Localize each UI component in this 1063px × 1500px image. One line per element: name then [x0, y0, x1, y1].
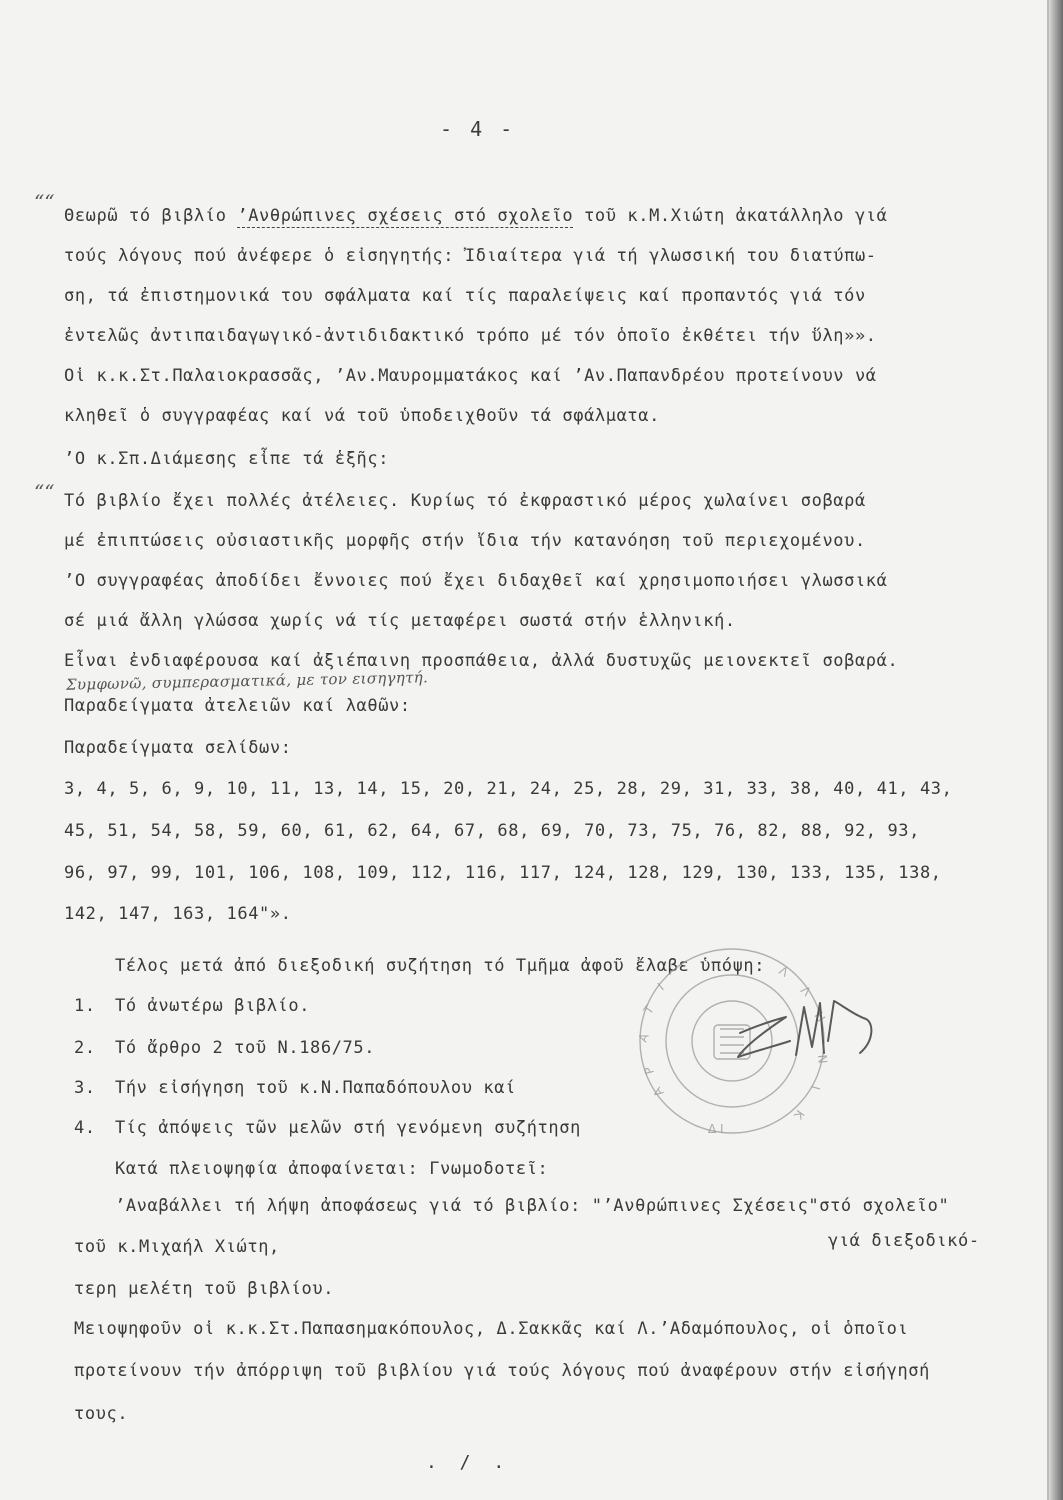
list-item-number: 1. — [74, 996, 96, 1016]
text-line: ’Ο κ.Σπ.Διάμεσης εἶπε τά ἑξῆς: — [64, 449, 390, 469]
page-number: - 4 - — [440, 117, 516, 141]
svg-text:Τ: Τ — [640, 1002, 657, 1017]
svg-text:Α: Α — [650, 1084, 667, 1100]
list-item-number: 3. — [74, 1078, 96, 1098]
svg-text:Ι: Ι — [808, 1084, 823, 1092]
text-line: μέ ἐπιπτώσεις οὐσιαστικῆς μορφῆς στήν ἴδια τήν κατανόηση τοῦ περιεχομένου. — [64, 531, 866, 551]
svg-text:Ν: Ν — [815, 1054, 830, 1065]
book-title: ’Ανθρώπινες σχέσεις στό σχολεῖο — [237, 206, 574, 226]
text-line: ’Αναβάλλει τή λήψη ἀποφάσεως γιά τό βιβλίο: "’Ανθρώπινες Σχέσεις"στό σχολεῖο" — [115, 1196, 950, 1216]
page-list-line: 45, 51, 54, 58, 59, 60, 61, 62, 64, 67, 68, 69, 70, 73, 75, 76, 82, 88, 92, 93, — [64, 821, 920, 841]
list-item-number: 4. — [74, 1118, 96, 1138]
list-item: Τίς ἀπόψεις τῶν μελῶν στή γενόμενη συζήτηση — [115, 1118, 581, 1138]
text-line: Παραδείγματα σελίδων: — [64, 738, 292, 758]
page-list-line: 3, 4, 5, 6, 9, 10, 11, 13, 14, 15, 20, 21, 24, 25, 28, 29, 31, 33, 38, 40, 41, 43, — [64, 779, 953, 799]
svg-text:Α: Α — [635, 1031, 652, 1045]
text-line: τοῦ κ.Μιχαήλ Χιώτη, — [74, 1237, 280, 1257]
official-seal-with-signature — [628, 945, 888, 1145]
svg-text:Δ Ι: Δ Ι — [708, 1122, 724, 1136]
list-item: Τό ἄρθρο 2 τοῦ Ν.186/75. — [115, 1038, 376, 1058]
continuation-mark: . / . — [426, 1452, 511, 1473]
text-line: τούς λόγους πού ἀνέφερε ὁ εἰσηγητής: Ἰδιαίτερα γιά τή γλωσσική του διατύπω- — [64, 246, 877, 266]
svg-text:Λ: Λ — [776, 963, 791, 980]
text-line: ἐντελῶς ἀντιπαιδαγωγικό-ἀντιδιδακτικό τρόπο μέ τόν ὁποῖο ἐκθέτει τήν ὕλη»». — [64, 326, 877, 346]
list-item-number: 2. — [74, 1038, 96, 1058]
text-line: κληθεῖ ὁ συγγραφέας καί νά τοῦ ὑποδειχθοῦν τά σφάλματα. — [64, 406, 660, 426]
text-line: Οἱ κ.κ.Στ.Παλαιοκρασσᾶς, ’Αν.Μαυρομματάκος καί ’Αν.Παπανδρέου προτείνουν νά — [64, 366, 877, 386]
text-line: τους. — [74, 1404, 129, 1424]
svg-text:Λ: Λ — [797, 983, 814, 999]
list-item: Τήν εἰσήγηση τοῦ κ.Ν.Παπαδόπουλου καί — [115, 1078, 516, 1098]
text-line: Τό βιβλίο ἔχει πολλές ἀτέλειες. Κυρίως τό ἐκφραστικό μέρος χωλαίνει σοβαρά — [64, 491, 866, 511]
text-line: Τέλος μετά ἀπό διεξοδική συζήτηση τό Τμῆμα ἀφοῦ ἔλαβε ὑπόψη: — [115, 956, 766, 976]
list-item: Τό ἀνωτέρω βιβλίο. — [115, 996, 311, 1016]
text-line: σέ μιά ἄλλη γλώσσα χωρίς νά τίς μεταφέρει σωστά στήν ἑλληνική. — [64, 611, 736, 631]
page-edge — [1049, 0, 1063, 1500]
svg-text:Η: Η — [811, 1009, 829, 1025]
redacted-area — [300, 1232, 820, 1246]
handwritten-note: Συμφωνῶ, συμπερασματικά, με τον εισηγητή. — [65, 668, 429, 694]
page-list-line: 96, 97, 99, 101, 106, 108, 109, 112, 116, 117, 124, 128, 129, 130, 133, 135, 138, — [64, 863, 942, 883]
text-line: Εἶναι ἐνδιαφέρουσα καί ἀξιέπαινη προσπάθεια, ἀλλά δυστυχῶς μειονεκτεῖ σοβαρά. — [64, 651, 899, 671]
open-quote-mark: ““ — [34, 480, 55, 504]
text-line: Παραδείγματα ἀτελειῶν καί λαθῶν: — [64, 696, 411, 716]
text-line: τερη μελέτη τοῦ βιβλίου. — [74, 1279, 335, 1299]
text-line: Μειοψηφοῦν οἱ κ.κ.Στ.Παπασημακόπουλος, Δ.Σακκᾶς καί Λ.’Αδαμόπουλος, οἱ ὁποῖοι — [74, 1319, 909, 1339]
text-line: Θεωρῶ τό βιβλίο ’Ανθρώπινες σχέσεις στό σχολεῖο τοῦ κ.Μ.Χιώτη ἀκατάλληλο γιά — [64, 206, 888, 226]
svg-text:Ρ: Ρ — [641, 1065, 657, 1076]
text-line: Κατά πλειοψηφία ἀποφαίνεται: Γνωμοδοτεῖ: — [115, 1159, 549, 1179]
text-line: γιά διεξοδικό- — [828, 1231, 980, 1251]
text-line: προτείνουν τήν ἀπόρριψη τοῦ βιβλίου γιά τούς λόγους πού ἀναφέρουν στήν εἰσήγησή — [74, 1361, 930, 1381]
page-list-line: 142, 147, 163, 164"». — [64, 904, 292, 924]
text-line: ση, τά ἐπιστημονικά του σφάλματα καί τίς παραλείψεις καί προπαντός γιά τόν — [64, 286, 866, 306]
open-quote-mark: ““ — [34, 190, 55, 214]
text-line: ’Ο συγγραφέας ἀποδίδει ἔννοιες πού ἔχει διδαχθεῖ καί χρησιμοποιήσει γλωσσικά — [64, 571, 888, 591]
svg-text:Κ: Κ — [791, 1107, 808, 1122]
svg-text:Ι: Ι — [654, 980, 667, 994]
